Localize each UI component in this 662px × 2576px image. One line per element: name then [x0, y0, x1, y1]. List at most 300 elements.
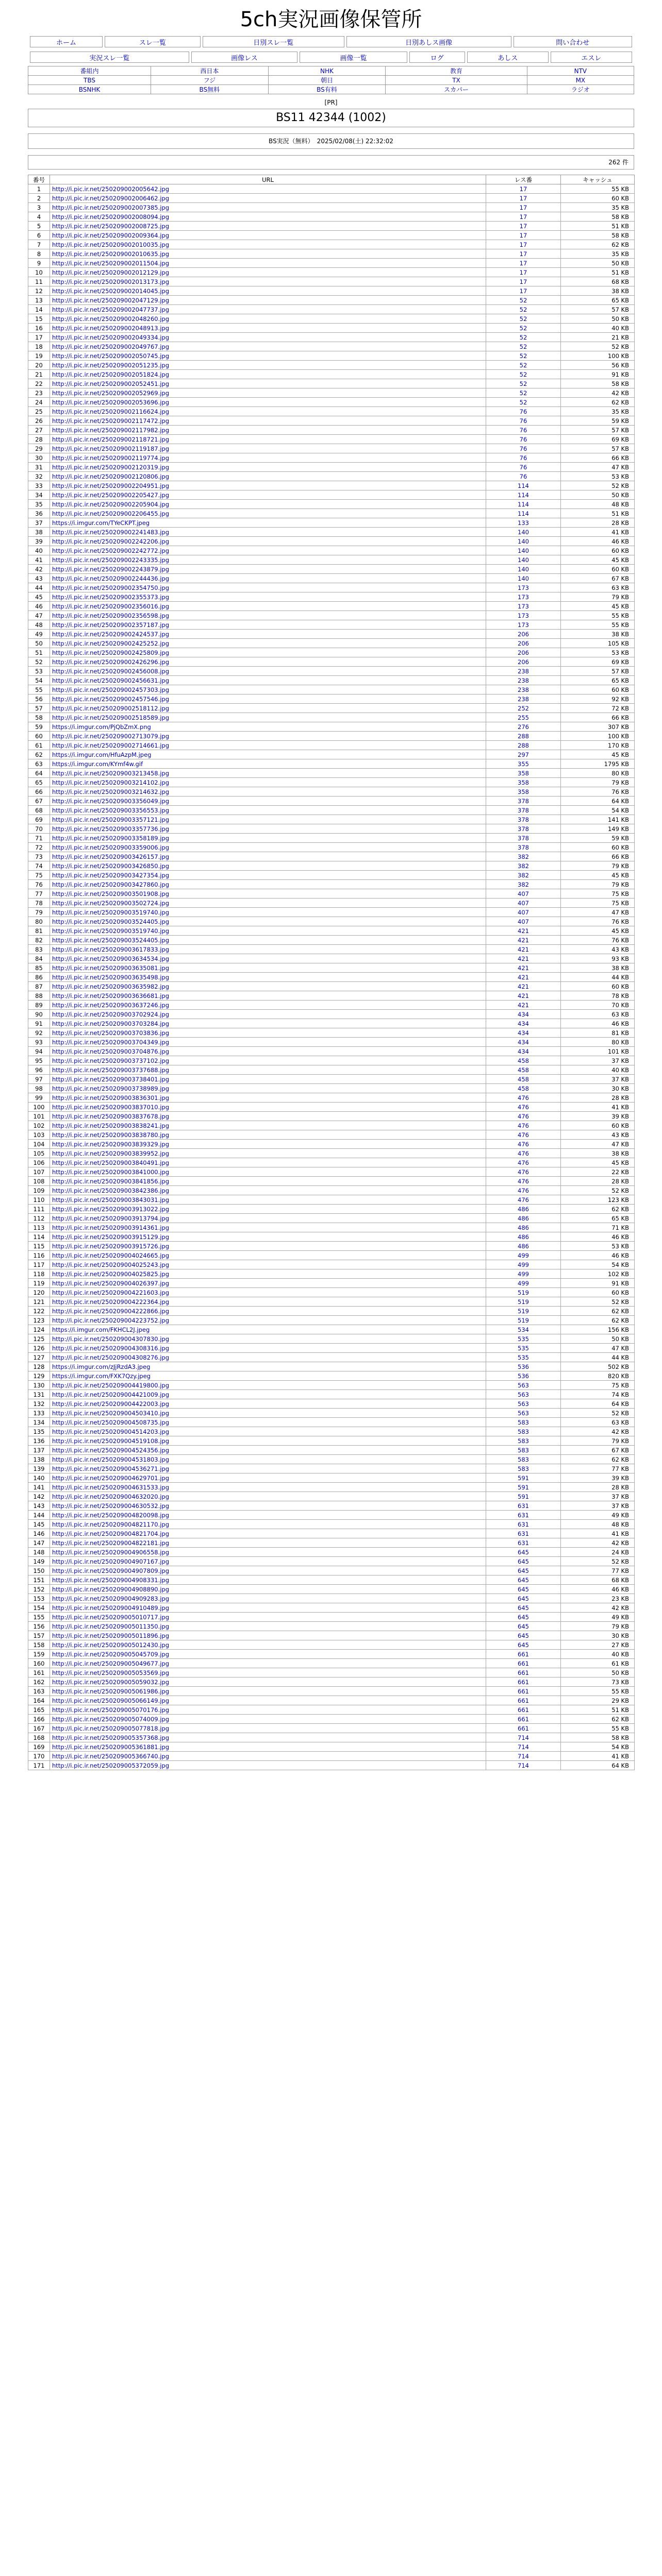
res-number-link[interactable]: 252	[486, 704, 561, 713]
res-number-link[interactable]: 458	[486, 1075, 561, 1084]
channel-link[interactable]: 西日本	[151, 66, 269, 76]
res-number-link[interactable]: 76	[486, 453, 561, 463]
nav-esure[interactable]	[551, 52, 632, 63]
res-number-link[interactable]: 486	[486, 1214, 561, 1223]
image-url-link[interactable]: http://i.pic.ir.net/250209002118721.jpg	[50, 435, 486, 444]
image-url-link[interactable]: http://i.pic.ir.net/250209004821704.jpg	[50, 1529, 486, 1538]
image-url-link[interactable]: http://i.pic.ir.net/250209004907167.jpg	[50, 1557, 486, 1566]
res-number-link[interactable]: 140	[486, 546, 561, 555]
image-url-link[interactable]: http://i.pic.ir.net/250209003842386.jpg	[50, 1186, 486, 1195]
nav-image-res-link[interactable]: 画像レス	[231, 54, 258, 62]
nav-daily-images[interactable]	[346, 36, 511, 47]
res-number-link[interactable]: 591	[486, 1473, 561, 1483]
image-url-link[interactable]: http://i.pic.ir.net/250209002049767.jpg	[50, 342, 486, 351]
image-url-link[interactable]: http://i.pic.ir.net/250209003635982.jpg	[50, 982, 486, 991]
res-number-link[interactable]: 378	[486, 815, 561, 824]
res-number-link[interactable]: 645	[486, 1585, 561, 1594]
res-number-link[interactable]: 382	[486, 880, 561, 889]
image-url-link[interactable]: http://i.pic.ir.net/250209002117472.jpg	[50, 416, 486, 426]
image-url-link[interactable]: http://i.pic.ir.net/250209002051824.jpg	[50, 370, 486, 379]
image-url-link[interactable]: http://i.pic.ir.net/250209003357736.jpg	[50, 824, 486, 834]
image-url-link[interactable]: http://i.pic.ir.net/250209002052969.jpg	[50, 388, 486, 398]
res-number-link[interactable]: 458	[486, 1056, 561, 1065]
image-url-link[interactable]: http://i.pic.ir.net/250209004630532.jpg	[50, 1501, 486, 1511]
image-url-link[interactable]: http://i.pic.ir.net/250209004024665.jpg	[50, 1251, 486, 1260]
res-number-link[interactable]: 17	[486, 203, 561, 212]
image-url-link[interactable]: http://i.pic.ir.net/250209004531803.jpg	[50, 1455, 486, 1464]
image-url-link[interactable]: http://i.pic.ir.net/250209002457546.jpg	[50, 694, 486, 704]
res-number-link[interactable]: 76	[486, 416, 561, 426]
res-number-link[interactable]: 645	[486, 1575, 561, 1585]
image-url-link[interactable]: http://i.pic.ir.net/250209004536271.jpg	[50, 1464, 486, 1473]
res-number-link[interactable]: 645	[486, 1566, 561, 1575]
res-number-link[interactable]: 206	[486, 639, 561, 648]
res-number-link[interactable]: 583	[486, 1427, 561, 1436]
res-number-link[interactable]: 499	[486, 1279, 561, 1288]
image-url-link[interactable]: http://i.pic.ir.net/250209003502724.jpg	[50, 899, 486, 908]
image-url-link[interactable]: http://i.pic.ir.net/250209003524405.jpg	[50, 936, 486, 945]
image-url-link[interactable]: http://i.pic.ir.net/250209002052451.jpg	[50, 379, 486, 388]
image-url-link[interactable]: http://i.pic.ir.net/250209002012129.jpg	[50, 268, 486, 277]
res-number-link[interactable]: 133	[486, 518, 561, 528]
channel-link[interactable]: 朝日	[268, 76, 386, 85]
res-number-link[interactable]: 173	[486, 620, 561, 630]
image-url-link[interactable]: http://i.pic.ir.net/250209003427354.jpg	[50, 871, 486, 880]
image-url-link[interactable]: http://i.pic.ir.net/250209004026397.jpg	[50, 1279, 486, 1288]
res-number-link[interactable]: 76	[486, 426, 561, 435]
image-url-link[interactable]: http://i.pic.ir.net/250209005074009.jpg	[50, 1715, 486, 1724]
channel-link[interactable]: NTV	[527, 66, 634, 76]
image-url-link[interactable]: http://i.pic.ir.net/250209002457303.jpg	[50, 685, 486, 694]
image-url-link[interactable]: http://i.pic.ir.net/250209003636681.jpg	[50, 991, 486, 1001]
res-number-link[interactable]: 434	[486, 1010, 561, 1019]
image-url-link[interactable]: https://i.imgur.com/HfuAzpM.jpeg	[50, 750, 486, 759]
image-url-link[interactable]: http://i.pic.ir.net/250209004822181.jpg	[50, 1538, 486, 1548]
res-number-link[interactable]: 499	[486, 1260, 561, 1269]
image-url-link[interactable]: http://i.pic.ir.net/250209002357187.jpg	[50, 620, 486, 630]
image-url-link[interactable]: http://i.pic.ir.net/250209005061986.jpg	[50, 1687, 486, 1696]
image-url-link[interactable]: https://i.imgur.com/KYmf4w.gif	[50, 759, 486, 769]
image-url-link[interactable]: http://i.pic.ir.net/250209003915726.jpg	[50, 1242, 486, 1251]
image-url-link[interactable]: http://i.pic.ir.net/250209002009364.jpg	[50, 231, 486, 240]
image-url-link[interactable]: http://i.pic.ir.net/250209002048913.jpg	[50, 324, 486, 333]
image-url-link[interactable]: http://i.pic.ir.net/250209003637246.jpg	[50, 1001, 486, 1010]
image-url-link[interactable]: http://i.pic.ir.net/250209004524356.jpg	[50, 1446, 486, 1455]
res-number-link[interactable]: 476	[486, 1167, 561, 1177]
image-url-link[interactable]: http://i.pic.ir.net/250209004908890.jpg	[50, 1585, 486, 1594]
res-number-link[interactable]: 206	[486, 657, 561, 667]
nav-home-link[interactable]: ホーム	[56, 39, 76, 47]
image-url-link[interactable]: http://i.pic.ir.net/250209004631533.jpg	[50, 1483, 486, 1492]
res-number-link[interactable]: 17	[486, 231, 561, 240]
image-url-link[interactable]: http://i.pic.ir.net/250209002014045.jpg	[50, 286, 486, 296]
res-number-link[interactable]: 645	[486, 1631, 561, 1640]
res-number-link[interactable]: 583	[486, 1446, 561, 1455]
image-url-link[interactable]: http://i.pic.ir.net/250209003837010.jpg	[50, 1103, 486, 1112]
image-url-link[interactable]: http://i.pic.ir.net/250209005045709.jpg	[50, 1650, 486, 1659]
res-number-link[interactable]: 206	[486, 630, 561, 639]
res-number-link[interactable]: 591	[486, 1483, 561, 1492]
res-number-link[interactable]: 52	[486, 333, 561, 342]
image-url-link[interactable]: http://i.pic.ir.net/250209005366740.jpg	[50, 1752, 486, 1761]
image-url-link[interactable]: http://i.pic.ir.net/250209004508735.jpg	[50, 1418, 486, 1427]
res-number-link[interactable]: 486	[486, 1223, 561, 1232]
image-url-link[interactable]: http://i.pic.ir.net/250209005012430.jpg	[50, 1640, 486, 1650]
res-number-link[interactable]: 563	[486, 1381, 561, 1390]
res-number-link[interactable]: 421	[486, 1001, 561, 1010]
image-url-link[interactable]: http://i.pic.ir.net/250209004222866.jpg	[50, 1307, 486, 1316]
image-url-link[interactable]: http://i.pic.ir.net/250209003702924.jpg	[50, 1010, 486, 1019]
res-number-link[interactable]: 140	[486, 574, 561, 583]
res-number-link[interactable]: 76	[486, 463, 561, 472]
image-url-link[interactable]: http://i.pic.ir.net/250209003524405.jpg	[50, 917, 486, 926]
res-number-link[interactable]: 583	[486, 1418, 561, 1427]
res-number-link[interactable]: 407	[486, 917, 561, 926]
res-number-link[interactable]: 661	[486, 1705, 561, 1715]
image-url-link[interactable]: http://i.pic.ir.net/250209005059032.jpg	[50, 1677, 486, 1687]
res-number-link[interactable]: 591	[486, 1492, 561, 1501]
channel-link[interactable]: BS無料	[151, 85, 269, 94]
image-url-link[interactable]: http://i.pic.ir.net/250209003703836.jpg	[50, 1028, 486, 1038]
res-number-link[interactable]: 140	[486, 537, 561, 546]
image-url-link[interactable]: http://i.pic.ir.net/250209005053569.jpg	[50, 1668, 486, 1677]
res-number-link[interactable]: 140	[486, 528, 561, 537]
image-url-link[interactable]: http://i.pic.ir.net/250209003838241.jpg	[50, 1121, 486, 1130]
image-url-link[interactable]: http://i.pic.ir.net/250209004422003.jpg	[50, 1399, 486, 1409]
image-url-link[interactable]: http://i.pic.ir.net/250209002356598.jpg	[50, 611, 486, 620]
image-url-link[interactable]: http://i.pic.ir.net/250209002008725.jpg	[50, 222, 486, 231]
image-url-link[interactable]: http://i.pic.ir.net/250209002120806.jpg	[50, 472, 486, 481]
image-url-link[interactable]: http://i.pic.ir.net/250209002010635.jpg	[50, 249, 486, 259]
res-number-link[interactable]: 407	[486, 899, 561, 908]
res-number-link[interactable]: 17	[486, 268, 561, 277]
res-number-link[interactable]: 583	[486, 1455, 561, 1464]
image-url-link[interactable]: http://i.pic.ir.net/250209003738989.jpg	[50, 1084, 486, 1093]
res-number-link[interactable]: 358	[486, 787, 561, 796]
res-number-link[interactable]: 17	[486, 249, 561, 259]
res-number-link[interactable]: 486	[486, 1242, 561, 1251]
res-number-link[interactable]: 407	[486, 908, 561, 917]
res-number-link[interactable]: 52	[486, 388, 561, 398]
res-number-link[interactable]: 486	[486, 1205, 561, 1214]
nav-live-threads-link[interactable]: 実況スレ一覧	[89, 54, 130, 62]
res-number-link[interactable]: 458	[486, 1084, 561, 1093]
res-number-link[interactable]: 519	[486, 1316, 561, 1325]
image-url-link[interactable]: http://i.pic.ir.net/250209002354750.jpg	[50, 583, 486, 592]
res-number-link[interactable]: 421	[486, 973, 561, 982]
res-number-link[interactable]: 714	[486, 1742, 561, 1752]
image-url-link[interactable]: http://i.pic.ir.net/250209002007385.jpg	[50, 203, 486, 212]
res-number-link[interactable]: 434	[486, 1038, 561, 1047]
channel-link[interactable]: MX	[527, 76, 634, 85]
image-url-link[interactable]: http://i.pic.ir.net/250209005066149.jpg	[50, 1696, 486, 1705]
image-url-link[interactable]: http://i.pic.ir.net/250209002518589.jpg	[50, 713, 486, 722]
res-number-link[interactable]: 52	[486, 379, 561, 388]
res-number-link[interactable]: 17	[486, 212, 561, 222]
res-number-link[interactable]: 140	[486, 555, 561, 565]
image-url-link[interactable]: http://i.pic.ir.net/250209003836301.jpg	[50, 1093, 486, 1103]
image-url-link[interactable]: http://i.pic.ir.net/250209004223752.jpg	[50, 1316, 486, 1325]
res-number-link[interactable]: 519	[486, 1307, 561, 1316]
res-number-link[interactable]: 421	[486, 963, 561, 973]
res-number-link[interactable]: 421	[486, 991, 561, 1001]
image-url-link[interactable]: http://i.pic.ir.net/250209003838780.jpg	[50, 1130, 486, 1140]
res-number-link[interactable]: 563	[486, 1409, 561, 1418]
res-number-link[interactable]: 355	[486, 759, 561, 769]
image-url-link[interactable]: http://i.pic.ir.net/250209003426157.jpg	[50, 852, 486, 861]
nav-daily-threads[interactable]	[203, 36, 344, 47]
image-url-link[interactable]: http://i.pic.ir.net/250209003359006.jpg	[50, 843, 486, 852]
res-number-link[interactable]: 476	[486, 1158, 561, 1167]
res-number-link[interactable]: 52	[486, 342, 561, 351]
nav-thread-list-link[interactable]: スレ一覧	[139, 39, 166, 47]
res-number-link[interactable]: 407	[486, 889, 561, 899]
image-url-link[interactable]: http://i.pic.ir.net/250209004221603.jpg	[50, 1288, 486, 1297]
image-url-link[interactable]: http://i.pic.ir.net/250209004906558.jpg	[50, 1548, 486, 1557]
res-number-link[interactable]: 476	[486, 1195, 561, 1205]
res-number-link[interactable]: 714	[486, 1733, 561, 1742]
nav-contact-link[interactable]: 問い合わせ	[556, 39, 590, 47]
image-url-link[interactable]: http://i.pic.ir.net/250209002117982.jpg	[50, 426, 486, 435]
res-number-link[interactable]: 238	[486, 685, 561, 694]
image-url-link[interactable]: http://i.pic.ir.net/250209004632020.jpg	[50, 1492, 486, 1501]
res-number-link[interactable]: 661	[486, 1668, 561, 1677]
res-number-link[interactable]: 173	[486, 592, 561, 602]
res-number-link[interactable]: 17	[486, 259, 561, 268]
res-number-link[interactable]: 661	[486, 1715, 561, 1724]
image-url-link[interactable]: http://i.pic.ir.net/250209002047129.jpg	[50, 296, 486, 305]
nav-live-threads[interactable]	[30, 52, 189, 63]
res-number-link[interactable]: 476	[486, 1149, 561, 1158]
res-number-link[interactable]: 645	[486, 1557, 561, 1566]
channel-link[interactable]: TBS	[28, 76, 151, 85]
res-number-link[interactable]: 17	[486, 277, 561, 286]
image-url-link[interactable]: http://i.pic.ir.net/250209003840491.jpg	[50, 1158, 486, 1167]
res-number-link[interactable]: 382	[486, 871, 561, 880]
res-number-link[interactable]: 499	[486, 1269, 561, 1279]
image-url-link[interactable]: http://i.pic.ir.net/250209003519740.jpg	[50, 908, 486, 917]
res-number-link[interactable]: 17	[486, 222, 561, 231]
image-url-link[interactable]: http://i.pic.ir.net/250209002013173.jpg	[50, 277, 486, 286]
res-number-link[interactable]: 17	[486, 184, 561, 194]
nav-thread-list[interactable]	[105, 36, 201, 47]
channel-link[interactable]: BSNHK	[28, 85, 151, 94]
image-url-link[interactable]: http://i.pic.ir.net/250209002205427.jpg	[50, 490, 486, 500]
image-url-link[interactable]: http://i.pic.ir.net/250209004421009.jpg	[50, 1390, 486, 1399]
res-number-link[interactable]: 645	[486, 1594, 561, 1603]
res-number-link[interactable]: 631	[486, 1520, 561, 1529]
image-url-link[interactable]: http://i.pic.ir.net/250209004222364.jpg	[50, 1297, 486, 1307]
image-url-link[interactable]: http://i.pic.ir.net/250209003427860.jpg	[50, 880, 486, 889]
res-number-link[interactable]: 486	[486, 1232, 561, 1242]
image-url-link[interactable]: http://i.pic.ir.net/250209003839952.jpg	[50, 1149, 486, 1158]
image-url-link[interactable]: http://i.pic.ir.net/250209005372059.jpg	[50, 1761, 486, 1770]
image-url-link[interactable]: http://i.pic.ir.net/250209003213458.jpg	[50, 769, 486, 778]
res-number-link[interactable]: 661	[486, 1677, 561, 1687]
res-number-link[interactable]: 255	[486, 713, 561, 722]
image-url-link[interactable]: http://i.pic.ir.net/250209003704876.jpg	[50, 1047, 486, 1056]
image-url-link[interactable]: http://i.pic.ir.net/250209002243879.jpg	[50, 565, 486, 574]
res-number-link[interactable]: 173	[486, 611, 561, 620]
res-number-link[interactable]: 52	[486, 305, 561, 314]
res-number-link[interactable]: 476	[486, 1140, 561, 1149]
res-number-link[interactable]: 499	[486, 1251, 561, 1260]
res-number-link[interactable]: 645	[486, 1640, 561, 1650]
image-url-link[interactable]: http://i.pic.ir.net/250209003841000.jpg	[50, 1167, 486, 1177]
image-url-link[interactable]: http://i.pic.ir.net/250209002120319.jpg	[50, 463, 486, 472]
image-url-link[interactable]: http://i.pic.ir.net/250209002426296.jpg	[50, 657, 486, 667]
image-url-link[interactable]: http://i.pic.ir.net/250209002355373.jpg	[50, 592, 486, 602]
res-number-link[interactable]: 378	[486, 843, 561, 852]
res-number-link[interactable]: 534	[486, 1325, 561, 1334]
image-url-link[interactable]: http://i.pic.ir.net/250209003913794.jpg	[50, 1214, 486, 1223]
res-number-link[interactable]: 583	[486, 1464, 561, 1473]
res-number-link[interactable]: 563	[486, 1399, 561, 1409]
channel-link[interactable]: 番組内	[28, 66, 151, 76]
image-url-link[interactable]: http://i.pic.ir.net/250209004519108.jpg	[50, 1436, 486, 1446]
image-url-link[interactable]: http://i.pic.ir.net/250209002206455.jpg	[50, 509, 486, 518]
res-number-link[interactable]: 378	[486, 796, 561, 806]
res-number-link[interactable]: 434	[486, 1019, 561, 1028]
res-number-link[interactable]: 714	[486, 1752, 561, 1761]
res-number-link[interactable]: 173	[486, 583, 561, 592]
image-url-link[interactable]: http://i.pic.ir.net/250209002456008.jpg	[50, 667, 486, 676]
res-number-link[interactable]: 631	[486, 1529, 561, 1538]
res-number-link[interactable]: 114	[486, 509, 561, 518]
image-url-link[interactable]: http://i.pic.ir.net/250209005011896.jpg	[50, 1631, 486, 1640]
image-url-link[interactable]: http://i.pic.ir.net/250209003914361.jpg	[50, 1223, 486, 1232]
image-url-link[interactable]: http://i.pic.ir.net/250209003837678.jpg	[50, 1112, 486, 1121]
image-url-link[interactable]: http://i.pic.ir.net/250209004025825.jpg	[50, 1269, 486, 1279]
res-number-link[interactable]: 535	[486, 1334, 561, 1344]
image-url-link[interactable]: http://i.pic.ir.net/250209003501908.jpg	[50, 889, 486, 899]
res-number-link[interactable]: 297	[486, 750, 561, 759]
res-number-link[interactable]: 661	[486, 1687, 561, 1696]
nav-log-link[interactable]: ログ	[430, 54, 444, 62]
res-number-link[interactable]: 76	[486, 407, 561, 416]
image-url-link[interactable]: http://i.pic.ir.net/250209005077818.jpg	[50, 1724, 486, 1733]
res-number-link[interactable]: 631	[486, 1511, 561, 1520]
res-number-link[interactable]: 76	[486, 444, 561, 453]
image-url-link[interactable]: http://i.pic.ir.net/250209002008094.jpg	[50, 212, 486, 222]
res-number-link[interactable]: 382	[486, 852, 561, 861]
res-number-link[interactable]: 52	[486, 370, 561, 379]
image-url-link[interactable]: http://i.pic.ir.net/250209002242772.jpg	[50, 546, 486, 555]
image-url-link[interactable]: http://i.pic.ir.net/250209003839329.jpg	[50, 1140, 486, 1149]
channel-link[interactable]: BS有料	[268, 85, 386, 94]
res-number-link[interactable]: 434	[486, 1028, 561, 1038]
res-number-link[interactable]: 421	[486, 982, 561, 991]
image-url-link[interactable]: http://i.pic.ir.net/250209002049334.jpg	[50, 333, 486, 342]
res-number-link[interactable]: 421	[486, 926, 561, 936]
image-url-link[interactable]: http://i.pic.ir.net/250209002424537.jpg	[50, 630, 486, 639]
image-url-link[interactable]: http://i.pic.ir.net/250209002425252.jpg	[50, 639, 486, 648]
image-url-link[interactable]: http://i.pic.ir.net/250209002243335.jpg	[50, 555, 486, 565]
image-url-link[interactable]: http://i.pic.ir.net/250209002241483.jpg	[50, 528, 486, 537]
channel-link[interactable]: 教育	[386, 66, 527, 76]
image-url-link[interactable]: http://i.pic.ir.net/250209002714661.jpg	[50, 741, 486, 750]
res-number-link[interactable]: 288	[486, 732, 561, 741]
res-number-link[interactable]: 17	[486, 240, 561, 249]
res-number-link[interactable]: 661	[486, 1650, 561, 1659]
image-url-link[interactable]: http://i.pic.ir.net/250209004908331.jpg	[50, 1575, 486, 1585]
image-url-link[interactable]: http://i.pic.ir.net/250209002244436.jpg	[50, 574, 486, 583]
image-url-link[interactable]: http://i.pic.ir.net/250209002713079.jpg	[50, 732, 486, 741]
image-url-link[interactable]: http://i.pic.ir.net/250209004907809.jpg	[50, 1566, 486, 1575]
image-url-link[interactable]: http://i.pic.ir.net/250209003634534.jpg	[50, 954, 486, 963]
image-url-link[interactable]: http://i.pic.ir.net/250209002456631.jpg	[50, 676, 486, 685]
image-url-link[interactable]: https://i.imgur.com/FKHCL2J.jpeg	[50, 1325, 486, 1334]
image-url-link[interactable]: http://i.pic.ir.net/250209002053696.jpg	[50, 398, 486, 407]
res-number-link[interactable]: 714	[486, 1761, 561, 1770]
res-number-link[interactable]: 173	[486, 602, 561, 611]
res-number-link[interactable]: 17	[486, 194, 561, 203]
image-url-link[interactable]: http://i.pic.ir.net/250209003703284.jpg	[50, 1019, 486, 1028]
res-number-link[interactable]: 661	[486, 1696, 561, 1705]
res-number-link[interactable]: 536	[486, 1362, 561, 1371]
res-number-link[interactable]: 382	[486, 861, 561, 871]
res-number-link[interactable]: 206	[486, 648, 561, 657]
image-url-link[interactable]: http://i.pic.ir.net/250209003426850.jpg	[50, 861, 486, 871]
res-number-link[interactable]: 421	[486, 945, 561, 954]
nav-daily-threads-link[interactable]: 日別スレ一覧	[253, 39, 294, 47]
nav-ashisu-link[interactable]: あしス	[498, 54, 518, 62]
res-number-link[interactable]: 458	[486, 1065, 561, 1075]
nav-esure-link[interactable]: エスレ	[581, 54, 602, 62]
nav-image-res[interactable]	[191, 52, 298, 63]
image-url-link[interactable]: http://i.pic.ir.net/250209002356016.jpg	[50, 602, 486, 611]
res-number-link[interactable]: 288	[486, 741, 561, 750]
nav-ashisu[interactable]	[467, 52, 549, 63]
image-url-link[interactable]: http://i.pic.ir.net/250209003617833.jpg	[50, 945, 486, 954]
res-number-link[interactable]: 378	[486, 806, 561, 815]
res-number-link[interactable]: 358	[486, 769, 561, 778]
image-url-link[interactable]: https://i.imgur.com/zJjRzdA3.jpeg	[50, 1362, 486, 1371]
res-number-link[interactable]: 238	[486, 676, 561, 685]
image-url-link[interactable]: http://i.pic.ir.net/250209004307830.jpg	[50, 1334, 486, 1344]
res-number-link[interactable]: 76	[486, 435, 561, 444]
image-url-link[interactable]: http://i.pic.ir.net/250209002119187.jpg	[50, 444, 486, 453]
image-url-link[interactable]: http://i.pic.ir.net/250209003737688.jpg	[50, 1065, 486, 1075]
res-number-link[interactable]: 631	[486, 1501, 561, 1511]
res-number-link[interactable]: 276	[486, 722, 561, 732]
res-number-link[interactable]: 583	[486, 1436, 561, 1446]
image-url-link[interactable]: http://i.pic.ir.net/250209002518112.jpg	[50, 704, 486, 713]
image-url-link[interactable]: http://i.pic.ir.net/250209004629701.jpg	[50, 1473, 486, 1483]
res-number-link[interactable]: 661	[486, 1724, 561, 1733]
res-number-link[interactable]: 645	[486, 1622, 561, 1631]
res-number-link[interactable]: 238	[486, 667, 561, 676]
image-url-link[interactable]: http://i.pic.ir.net/250209004909283.jpg	[50, 1594, 486, 1603]
res-number-link[interactable]: 52	[486, 324, 561, 333]
res-number-link[interactable]: 421	[486, 954, 561, 963]
image-url-link[interactable]: http://i.pic.ir.net/250209002425809.jpg	[50, 648, 486, 657]
image-url-link[interactable]: http://i.pic.ir.net/250209002205904.jpg	[50, 500, 486, 509]
nav-image-list[interactable]	[300, 52, 407, 63]
res-number-link[interactable]: 52	[486, 314, 561, 324]
image-url-link[interactable]: http://i.pic.ir.net/250209002006462.jpg	[50, 194, 486, 203]
res-number-link[interactable]: 661	[486, 1659, 561, 1668]
image-url-link[interactable]: http://i.pic.ir.net/250209004503410.jpg	[50, 1409, 486, 1418]
image-url-link[interactable]: http://i.pic.ir.net/250209003357121.jpg	[50, 815, 486, 824]
image-url-link[interactable]: http://i.pic.ir.net/250209003843031.jpg	[50, 1195, 486, 1205]
image-url-link[interactable]: http://i.pic.ir.net/250209004821170.jpg	[50, 1520, 486, 1529]
res-number-link[interactable]: 52	[486, 296, 561, 305]
res-number-link[interactable]: 476	[486, 1093, 561, 1103]
nav-log[interactable]	[409, 52, 465, 63]
image-url-link[interactable]: http://i.pic.ir.net/250209002116624.jpg	[50, 407, 486, 416]
res-number-link[interactable]: 17	[486, 286, 561, 296]
